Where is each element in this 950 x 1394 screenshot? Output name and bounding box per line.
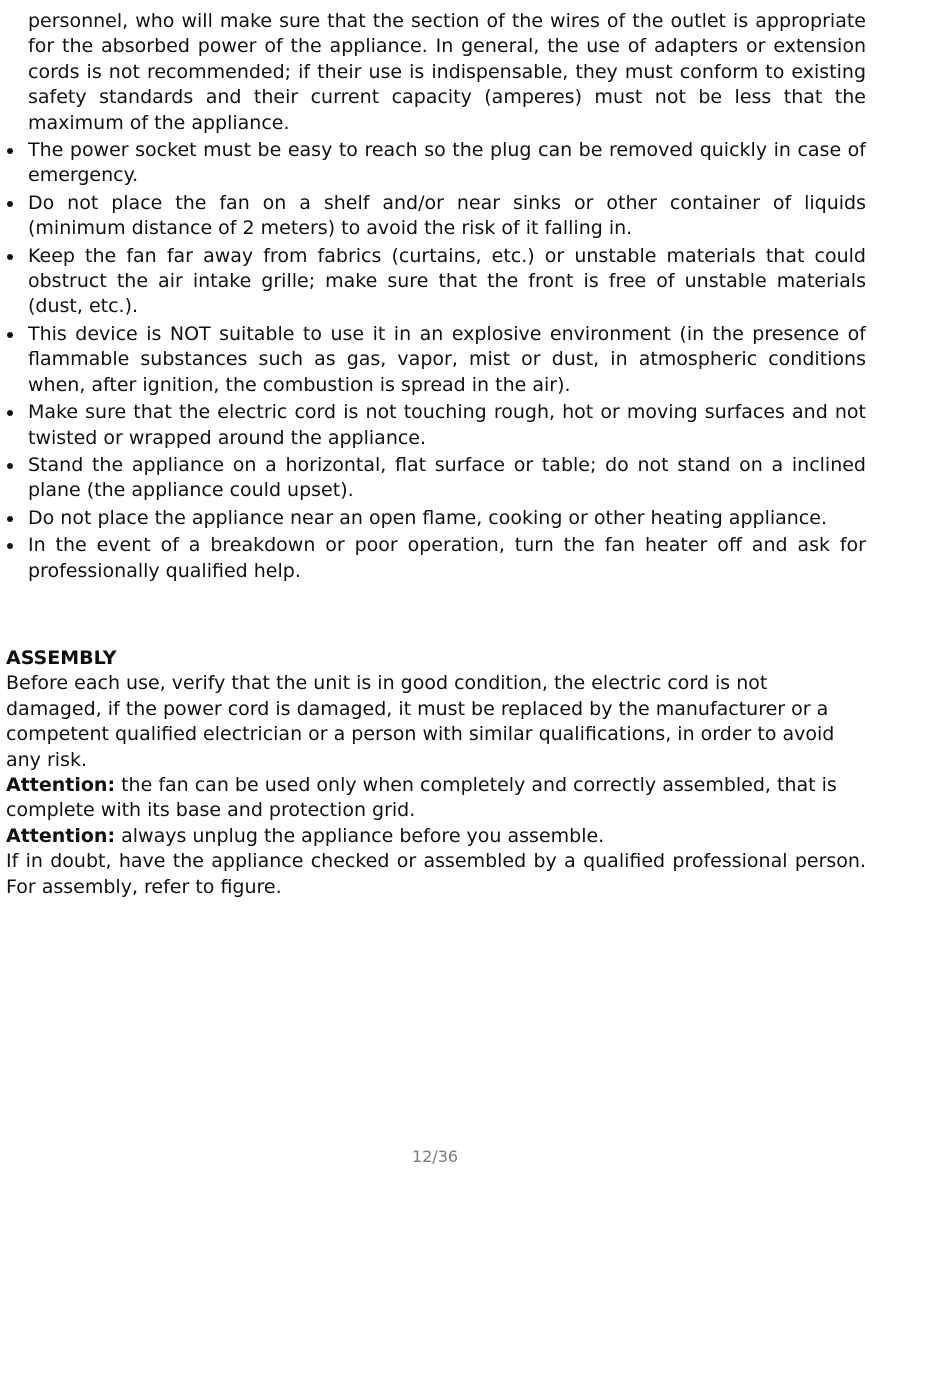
bullet-item (6, 400, 866, 451)
page-number: 12/36 (411, 1147, 459, 1166)
attention-paragraph-1 (6, 773, 866, 824)
attention-text-1: the fan can be used only when completely and correctly assembled, that is complete with its base and protection grid. (6, 773, 837, 822)
attention-text-2: always unplug the appliance before you assemble. (115, 824, 605, 847)
bullet-text: Keep the fan far away from fabrics (curtains, etc.) or unstable materials that could obstruct the air intake grille; make sure that the front is free of unstable materials (dust, etc.). (28, 244, 866, 318)
safety-bullet-list (6, 138, 866, 584)
bullet-icon (7, 410, 13, 416)
bullet-icon (7, 463, 13, 469)
bullet-item (6, 506, 866, 531)
bullet-text: In the event of a breakdown or poor operation, turn the fan heater off and ask for professionally qualified help. (28, 534, 866, 582)
bullet-icon (7, 254, 13, 260)
attention-label: Attention: (6, 773, 116, 796)
continuation-paragraph: personnel, who will make sure that the section of the wires of the outlet is appropriate for the absorbed power of the appliance. In general, the use of adapters or extension cords is not recommended; if their use is indispensable, they must conform to existing safety standards and their current capacity (amperes) must not be less that the maximum of the appliance. (28, 10, 866, 134)
bullet-text: Do not place the fan on a shelf and/or near sinks or other container of liquids (minimum distance of 2 meters) to avoid the risk of it falling in. (28, 191, 866, 240)
assembly-closing: If in doubt, have the appliance checked or assembled by a qualified professional person. For assembly, refer to figure. (6, 850, 866, 898)
bullet-icon (7, 332, 13, 338)
bullet-item (6, 322, 866, 398)
attention-label: Attention: (6, 824, 116, 847)
bullet-text: Do not place the appliance near an open flame, cooking or other heating appliance. (28, 506, 827, 529)
bullet-item (6, 533, 866, 584)
bullet-icon (7, 201, 13, 207)
bullet-icon (7, 148, 13, 154)
bullet-icon (7, 516, 13, 522)
bullet-text: Make sure that the electric cord is not touching rough, hot or moving surfaces and not twisted or wrapped around the appliance. (28, 401, 866, 449)
bullet-text: Stand the appliance on a horizontal, flat surface or table; do not stand on a inclined plane (the appliance could upset). (28, 453, 866, 502)
assembly-intro: Before each use, verify that the unit is in good condition, the electric cord is not damaged, if the power cord is damaged, it must be replaced by the manufacturer or a competent qualified electrician or a person with similar qualifications, in order to avoid any risk. (6, 672, 835, 771)
assembly-heading: ASSEMBLY (6, 646, 117, 669)
page-content (6, 9, 866, 900)
bullet-item (6, 453, 866, 504)
bullet-item (6, 138, 866, 189)
bullet-item (6, 244, 866, 320)
bullet-icon (7, 543, 13, 549)
attention-paragraph-2 (6, 824, 866, 849)
bullet-text: This device is NOT suitable to use it in an explosive environment (in the presence of flammable substances such as gas, vapor, mist or dust, in atmospheric conditions when, after ignition, the combustion is spread in the air). (28, 322, 866, 396)
bullet-item (6, 191, 866, 242)
bullet-text: The power socket must be easy to reach so the plug can be removed quickly in case of emergency. (28, 139, 866, 187)
